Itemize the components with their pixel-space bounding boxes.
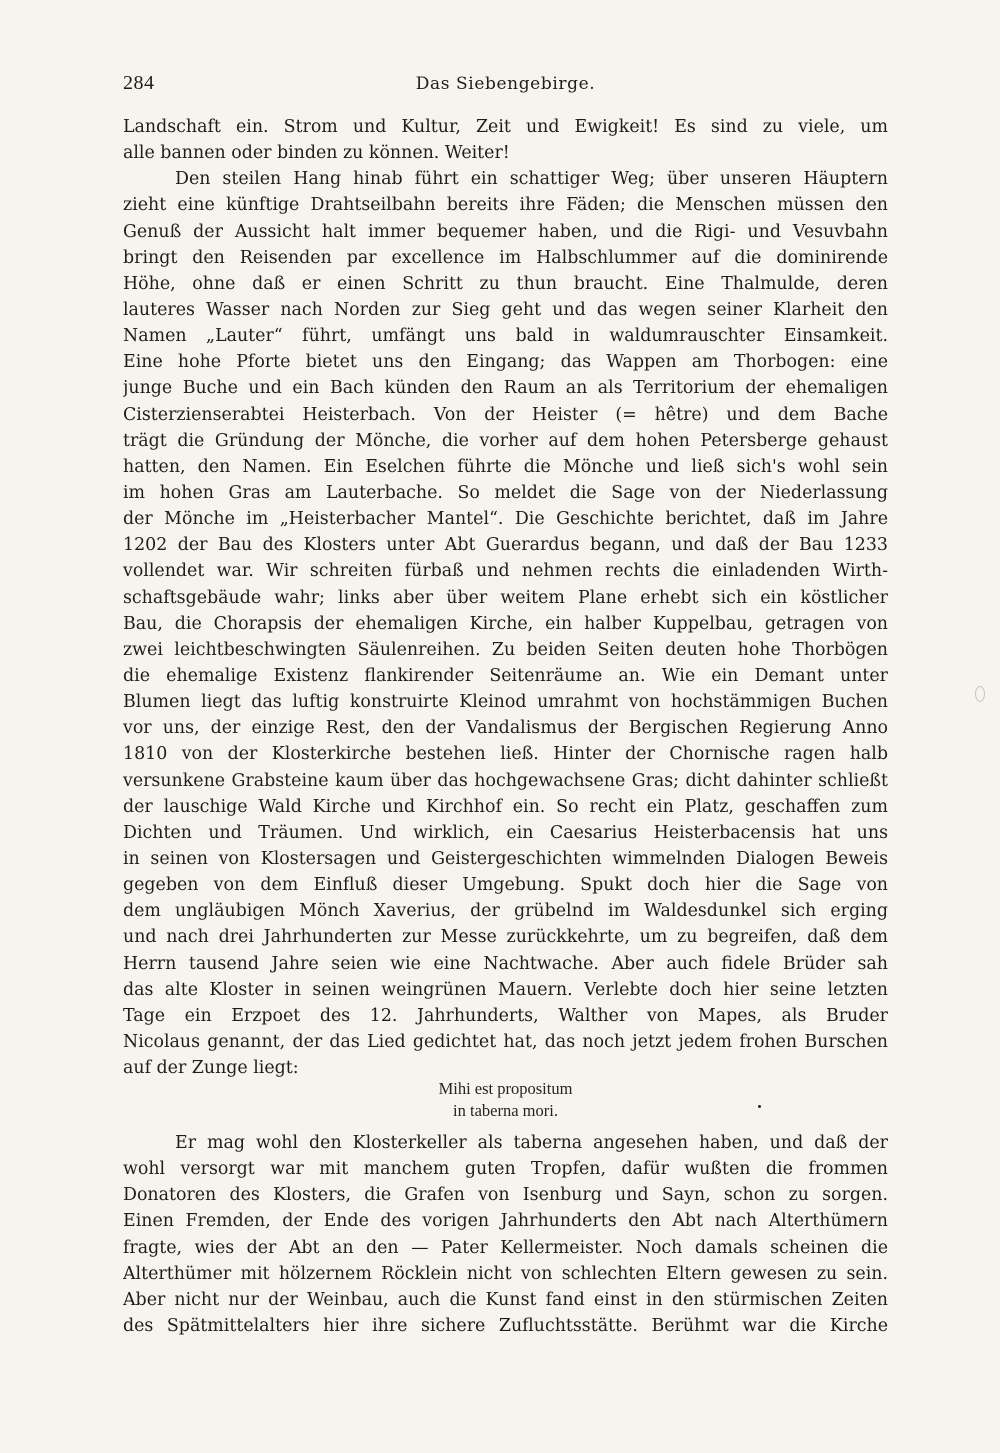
text-line: schaftsgebäude wahr; links aber über weitem Plane erhebt sich ein köstlicher xyxy=(123,587,888,608)
text-line: zwei leichtbeschwingten Säulenreihen. Zu beiden Seiten deuten hohe Thorbögen xyxy=(123,639,888,660)
text-line: junge Buche und ein Bach künden den Raum an als Territorium der ehemaligen xyxy=(123,378,888,399)
text-line: Herrn tausend Jahre seien wie eine Nachtwache. Aber auch fidele Brüder sah xyxy=(123,953,888,974)
page-number: 284 xyxy=(123,72,155,94)
text-line: Alterthümer mit hölzernem Röcklein nicht von schlechten Eltern gewesen zu sein. xyxy=(123,1263,888,1284)
text-line: Höhe, ohne daß er einen Schritt zu thun braucht. Eine Thalmulde, deren xyxy=(123,273,888,294)
text-line: Landschaft ein. Strom und Kultur, Zeit und Ewigkeit! Es sind zu viele, um xyxy=(123,117,888,137)
text-line: hatten, den Namen. Ein Eselchen führte die Mönche und ließ sich's wohl sein xyxy=(123,456,888,477)
text-line: im hohen Gras am Lauterbache. So meldet die Sage von der Niederlassung xyxy=(123,482,888,503)
text-line: Donatoren des Klosters, die Grafen von Isenburg und Sayn, schon zu sorgen. xyxy=(123,1185,888,1206)
text-line: zieht eine künftige Drahtseilbahn bereits ihre Fäden; die Menschen müssen den xyxy=(123,195,888,216)
text-line: trägt die Gründung der Mönche, die vorher auf dem hohen Petersberge gehaust xyxy=(123,430,888,451)
text-line: gegeben von dem Einfluß dieser Umgebung. Spukt doch hier die Sage von xyxy=(123,875,888,896)
text-line: lauteres Wasser nach Norden zur Sieg geht und das wegen seiner Klarheit den xyxy=(123,299,888,320)
text-line: Den steilen Hang hinab führt ein schattiger Weg; über unseren Häuptern xyxy=(175,169,888,190)
text-line: die ehemalige Existenz flankirender Seitenräume an. Wie ein Demant unter xyxy=(123,665,888,686)
closing-paragraph xyxy=(123,1130,888,1339)
running-title: Das Siebengebirge. xyxy=(415,74,596,94)
text-line: Cisterzienserabtei Heisterbach. Von der Heister (= hêtre) und dem Bache xyxy=(123,404,888,425)
text-line: Eine hohe Pforte bietet uns den Eingang; das Wappen am Thorbogen: eine xyxy=(123,352,888,373)
text-line: Einen Fremden, der Ende des vorigen Jahrhunderts den Abt nach Alterthümern xyxy=(123,1211,888,1232)
text-line: vor uns, der einzige Rest, den der Vandalismus der Bergischen Regierung Anno xyxy=(123,718,888,739)
text-line: alle bannen oder binden zu können. Weiter! xyxy=(123,143,510,164)
text-line: Genuß der Aussicht halt immer bequemer haben, und die Rigi- und Vesuvbahn xyxy=(123,221,888,242)
text-line: der lauschige Wald Kirche und Kirchhof ein. So recht ein Platz, geschaffen zum xyxy=(123,796,888,817)
text-line: Aber nicht nur der Weinbau, auch die Kunst fand einst in den stürmischen Zeiten xyxy=(123,1289,888,1310)
text-line: Blumen liegt das luftig konstruirte Kleinod umrahmt von hochstämmigen Buchen xyxy=(123,692,888,713)
text-line: des Spätmittelalters hier ihre sichere Zufluchtsstätte. Berühmt war die Kirche xyxy=(123,1315,888,1336)
text-line: 1202 der Bau des Klosters unter Abt Guerardus begann, und daß der Bau 1233 xyxy=(123,535,888,556)
latin-quote xyxy=(123,1078,888,1122)
text-line: Er mag wohl den Klosterkeller als taberna angesehen haben, und daß der xyxy=(175,1133,888,1153)
text-line: und nach drei Jahrhunderten zur Messe zurückkehrte, um zu begreifen, daß dem xyxy=(123,927,888,948)
text-line: Namen „Lauter“ führt, umfängt uns bald in waldumrauschter Einsamkeit. xyxy=(123,326,888,347)
ink-speck xyxy=(758,1105,761,1108)
text-line: Bau, die Chorapsis der ehemaligen Kirche, ein halber Kuppelbau, getragen von xyxy=(123,613,888,634)
text-line: 1810 von der Klosterkirche bestehen ließ. Hinter der Chornische ragen halb xyxy=(123,744,888,765)
quote-line: in taberna mori. xyxy=(453,1101,558,1120)
margin-mark xyxy=(975,686,985,702)
quote-line: Mihi est propositum xyxy=(438,1079,573,1098)
text-line: das alte Kloster in seinen weingrünen Mauern. Verlebte doch hier seine letzten xyxy=(123,979,888,1000)
text-line: vollendet war. Wir schreiten fürbaß und nehmen rechts die einladenden Wirth- xyxy=(123,561,888,582)
text-line: fragte, wies der Abt an den — Pater Kellermeister. Noch damals scheinen die xyxy=(123,1237,888,1258)
page-header xyxy=(123,72,888,100)
text-line: der Mönche im „Heisterbacher Mantel“. Die Geschichte berichtet, daß im Jahre xyxy=(123,509,888,530)
text-line: in seinen von Klostersagen und Geistergeschichten wimmelnden Dialogen Beweis xyxy=(123,848,888,869)
text-line: auf der Zunge liegt: xyxy=(123,1058,299,1079)
text-line: Dichten und Träumen. Und wirklich, ein Caesarius Heisterbacensis hat uns xyxy=(123,822,888,843)
text-line: Tage ein Erzpoet des 12. Jahrhunderts, Walther von Mapes, als Bruder xyxy=(123,1005,888,1026)
text-line: wohl versorgt war mit manchem guten Tropfen, dafür wußten die frommen xyxy=(123,1159,888,1180)
text-line: bringt den Reisenden par excellence im Halbschlummer auf die dominirende xyxy=(123,247,888,268)
text-line: dem ungläubigen Mönch Xaverius, der grübelnd im Waldesdunkel sich erging xyxy=(123,901,888,922)
text-line: versunkene Grabsteine kaum über das hochgewachsene Gras; dicht dahinter schließt xyxy=(123,770,888,791)
text-line: Nicolaus genannt, der das Lied gedichtet hat, das noch jetzt jedem frohen Burschen xyxy=(123,1031,888,1052)
main-text xyxy=(123,114,888,1081)
